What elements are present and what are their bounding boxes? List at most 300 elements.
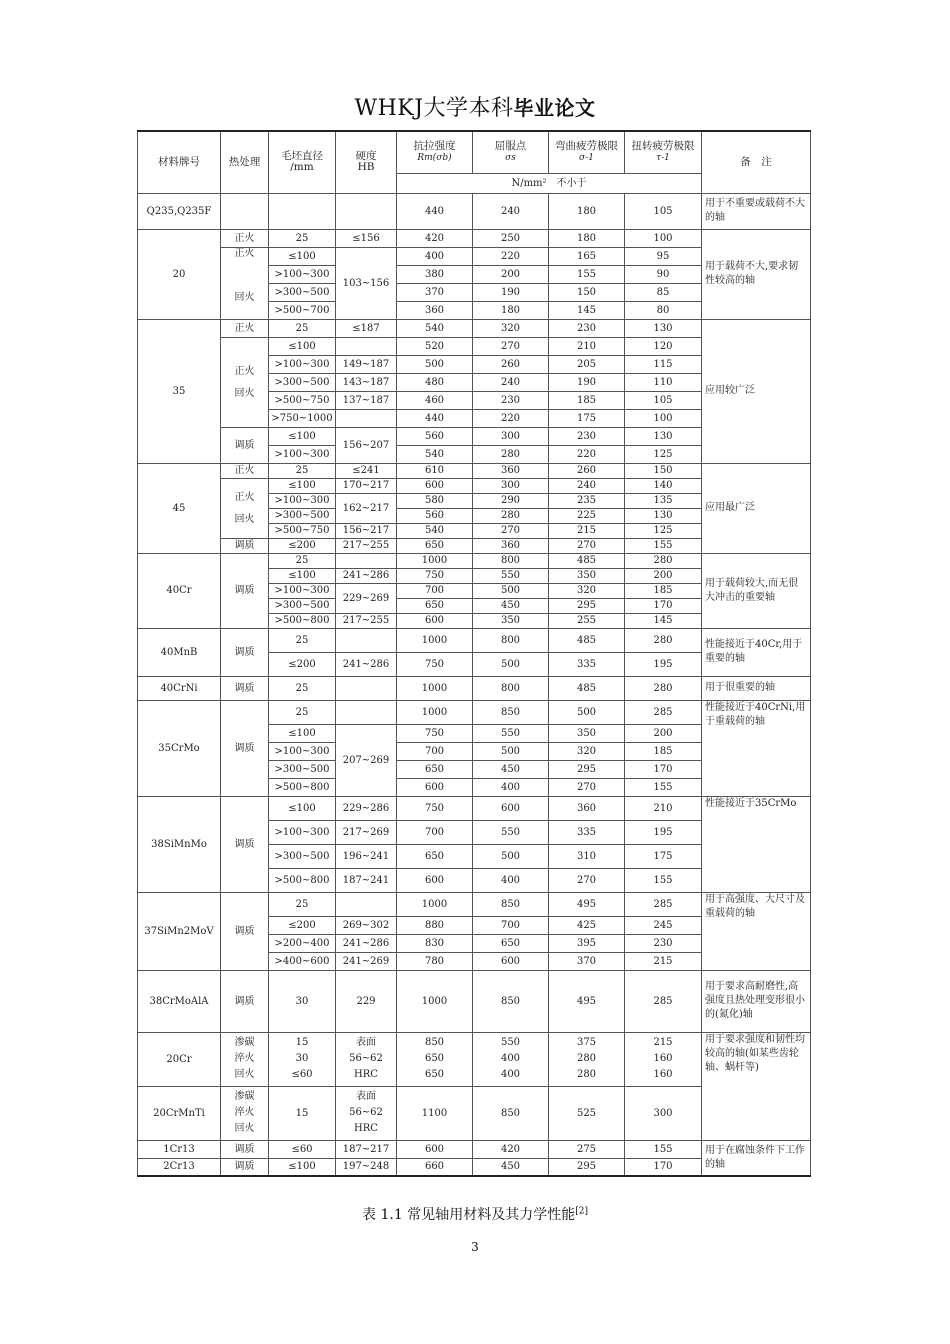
cell-material: 35CrMo [138,700,221,796]
heat-label: 回火 [234,291,255,303]
cell-yield: 220 [473,409,549,427]
cell-bend: 425 [549,916,625,934]
cell-hardness: 156~207 [336,427,397,463]
cell-bend: 335 [549,652,625,676]
tensile-symbol: Rm(σb) [417,152,452,163]
cell-tensile: 500 [397,355,473,373]
col-header-material: 材料牌号 [138,131,221,193]
cell-tensile: 560 [397,508,473,523]
cell-yield: 420 [473,1140,549,1158]
cell-torsion: 130 [625,508,702,523]
cell-bend: 155 [549,265,625,283]
cell-tensile: 1000 [397,892,473,916]
cell-hardness [336,337,397,355]
cell-heat: 正火 [221,319,269,337]
cell-torsion: 155 [625,868,702,892]
cell-yield: 280 [473,508,549,523]
cell-bend: 495 [549,970,625,1032]
hardness-label: 硬度 [355,150,377,163]
cell-bend: 175 [549,409,625,427]
cell-bend: 240 [549,478,625,493]
cell-tensile: 650 [397,598,473,613]
cell-material: 1Cr13 [138,1140,221,1158]
col-header-bending-fatigue [549,131,625,173]
heat-label: 正火 [234,247,255,259]
cell-yield: 800 [473,553,549,568]
cell-yield: 850 [473,700,549,724]
cell-bend: 485 [549,553,625,568]
cell-torsion: 130 [625,427,702,445]
cell-hardness: 187~217 [336,1140,397,1158]
cell-heat [221,247,269,319]
cell-yield: 230 [473,391,549,409]
cell-diameter: ≤100 [269,568,336,583]
cell-remark: 用于不重要或载荷不大的轴 [702,193,811,229]
cell-diameter: 15 [269,1086,336,1140]
cell-diameter: 25 [269,463,336,478]
cell-diameter: ≤200 [269,652,336,676]
cell-bend: 255 [549,613,625,628]
cell-diameter: 25 [269,700,336,724]
cell-torsion: 90 [625,265,702,283]
cell-yield: 500 [473,652,549,676]
cell-diameter: ≤100 [269,724,336,742]
heat-label: 正火 [234,491,255,503]
cell-bend: 370 [549,952,625,970]
cell-hardness: ≤241 [336,463,397,478]
cell-yield: 220 [473,247,549,265]
cell-tensile: 650 [397,760,473,778]
cell-torsion: 145 [625,613,702,628]
cell-diameter: 30 [269,970,336,1032]
cell-torsion: 215 [625,952,702,970]
cell-tensile: 1100 [397,1086,473,1140]
cell-torsion: 200 [625,568,702,583]
cell-hardness: 217~255 [336,613,397,628]
cell-hardness: 217~269 [336,820,397,844]
cell-yield: 600 [473,796,549,820]
cell-remark: 用于在腐蚀条件下工作的轴 [702,1140,811,1176]
cell-torsion: 105 [625,193,702,229]
cell-bend: 320 [549,583,625,598]
cell-diameter: >100~300 [269,265,336,283]
cell-material: 40MnB [138,628,221,676]
cell-diameter: >500~700 [269,301,336,319]
cell-yield: 550 [473,724,549,742]
cell-bend: 295 [549,760,625,778]
cell-hardness: 137~187 [336,391,397,409]
col-header-remark: 备 注 [702,131,811,193]
cell-tensile: 1000 [397,628,473,652]
cell-yield: 250 [473,229,549,247]
cell-diameter: >100~300 [269,742,336,760]
cell-hardness: 207~269 [336,724,397,796]
cell-heat [221,478,269,538]
cell-tensile: 1000 [397,700,473,724]
cell-tensile: 360 [397,301,473,319]
cell-bend: 500 [549,700,625,724]
cell-torsion: 300 [625,1086,702,1140]
cell-heat: 正火 [221,463,269,478]
cell-bend: 395 [549,934,625,952]
cell-diameter: ≤100 [269,247,336,265]
cell-hardness: 241~286 [336,652,397,676]
cell-yield: 240 [473,373,549,391]
col-header-torsion-fatigue [625,131,702,173]
col-header-heat-treatment: 热处理 [221,131,269,193]
caption-text: 表 1.1 常见轴用材料及其力学性能 [362,1207,576,1223]
cell-bend: 335 [549,820,625,844]
cell-torsion: 245 [625,916,702,934]
cell-tensile: 1000 [397,553,473,568]
cell-tensile: 660 [397,1158,473,1176]
cell-bend: 485 [549,676,625,700]
cell-remark: 用于载荷不大,要求韧性较高的轴 [702,229,811,319]
cell-yield: 290 [473,493,549,508]
cell-torsion: 125 [625,523,702,538]
cell-bend: 295 [549,1158,625,1176]
cell-heat: 调质 [221,427,269,463]
cell-hardness: 156~217 [336,523,397,538]
cell-yield: 450 [473,598,549,613]
cell-remark: 应用最广泛 [702,463,811,553]
cell-heat: 调质 [221,700,269,796]
cell-heat: 调质 [221,970,269,1032]
cell-tensile: 420 [397,229,473,247]
cell-bend: 350 [549,568,625,583]
cell-tensile: 750 [397,568,473,583]
cell-tensile: 700 [397,820,473,844]
cell-torsion: 125 [625,445,702,463]
col-header-diameter [269,131,336,193]
cell-bend: 525 [549,1086,625,1140]
cell-tensile: 600 [397,613,473,628]
cell-bend: 275 [549,1140,625,1158]
cell-tensile: 850 650 650 [397,1032,473,1086]
cell-heat [221,337,269,427]
diameter-label: 毛坯直径 [281,150,323,163]
cell-remark: 用于很重要的轴 [702,676,811,700]
cell-hardness: 表面 56~62 HRC [336,1086,397,1140]
cell-torsion: 210 [625,796,702,820]
cell-yield: 400 [473,868,549,892]
cell-diameter: >500~750 [269,523,336,538]
cell-diameter: >500~800 [269,868,336,892]
cell-tensile: 400 [397,247,473,265]
cell-yield: 320 [473,319,549,337]
cell-heat: 调质 [221,628,269,676]
cell-bend: 235 [549,493,625,508]
cell-bend: 180 [549,193,625,229]
cell-tensile: 750 [397,724,473,742]
cell-torsion: 215 160 160 [625,1032,702,1086]
heat-label: 回火 [234,513,255,525]
cell-material: 2Cr13 [138,1158,221,1176]
page-header [0,94,950,123]
caption-reference: [2] [575,1206,588,1217]
cell-diameter: ≤200 [269,916,336,934]
page-number: 3 [471,1240,479,1254]
cell-tensile: 580 [397,493,473,508]
cell-hardness: 197~248 [336,1158,397,1176]
cell-yield: 500 [473,742,549,760]
cell-heat: 调质 [221,892,269,970]
cell-diameter: >500~750 [269,391,336,409]
cell-torsion: 200 [625,724,702,742]
cell-diameter: 25 [269,319,336,337]
cell-yield: 270 [473,523,549,538]
cell-bend: 495 [549,892,625,916]
cell-bend: 230 [549,427,625,445]
cell-tensile: 830 [397,934,473,952]
cell-bend: 210 [549,337,625,355]
cell-yield: 550 [473,568,549,583]
cell-diameter: >100~300 [269,493,336,508]
cell-bend: 270 [549,538,625,553]
cell-diameter: >100~300 [269,355,336,373]
cell-material: 40Cr [138,553,221,628]
col-header-yield [473,131,549,173]
cell-bend: 375 280 280 [549,1032,625,1086]
table-caption [0,1204,950,1224]
yield-label: 屈服点 [494,139,527,152]
cell-tensile: 750 [397,796,473,820]
cell-bend: 295 [549,598,625,613]
cell-yield: 200 [473,265,549,283]
cell-hardness: 143~187 [336,373,397,391]
cell-tensile: 650 [397,844,473,868]
cell-tensile: 540 [397,319,473,337]
cell-bend: 310 [549,844,625,868]
cell-yield: 850 [473,892,549,916]
cell-diameter: >300~500 [269,373,336,391]
cell-yield: 550 [473,820,549,844]
cell-diameter: 25 [269,676,336,700]
cell-diameter [269,193,336,229]
cell-bend: 230 [549,319,625,337]
cell-tensile: 520 [397,337,473,355]
cell-tensile: 780 [397,952,473,970]
cell-heat: 渗碳 淬火 回火 [221,1032,269,1086]
cell-yield: 500 [473,844,549,868]
cell-diameter: >500~800 [269,613,336,628]
cell-yield: 500 [473,583,549,598]
cell-torsion: 285 [625,700,702,724]
cell-torsion: 280 [625,676,702,700]
cell-bend: 220 [549,445,625,463]
cell-hardness [336,553,397,568]
cell-yield: 850 [473,970,549,1032]
cell-remark: 应用较广泛 [702,319,811,463]
unit-row: N/mm² 不小于 [397,173,702,193]
cell-bend: 225 [549,508,625,523]
bend-symbol: σ-1 [579,152,594,163]
cell-tensile: 610 [397,463,473,478]
cell-yield: 400 [473,778,549,796]
cell-hardness: 103~156 [336,247,397,319]
cell-diameter: >100~300 [269,583,336,598]
cell-diameter: 25 [269,628,336,652]
cell-bend: 190 [549,373,625,391]
cell-remark: 性能接近于40Cr,用于重要的轴 [702,628,811,676]
cell-tensile: 600 [397,778,473,796]
cell-remark: 用于高强度、大尺寸及重载荷的轴 [702,892,811,970]
cell-diameter: >100~300 [269,445,336,463]
cell-remark: 性能接近于35CrMo [702,796,811,892]
cell-tensile: 560 [397,427,473,445]
table-body [138,193,811,1176]
cell-diameter: >300~500 [269,283,336,301]
cell-bend: 360 [549,796,625,820]
cell-torsion: 105 [625,391,702,409]
cell-tensile: 540 [397,445,473,463]
cell-tensile: 650 [397,538,473,553]
heat-label: 正火 [234,365,255,377]
cell-heat: 调质 [221,1158,269,1176]
cell-yield: 260 [473,355,549,373]
cell-torsion: 110 [625,373,702,391]
cell-torsion: 280 [625,553,702,568]
cell-diameter: 25 [269,553,336,568]
cell-diameter: >300~500 [269,508,336,523]
cell-tensile: 700 [397,583,473,598]
cell-yield: 700 [473,916,549,934]
cell-yield: 360 [473,463,549,478]
cell-remark: 用于要求高耐磨性,高强度且热处理变形很小的(氮化)轴 [702,970,811,1032]
cell-hardness [336,892,397,916]
cell-tensile: 880 [397,916,473,934]
cell-diameter: ≤200 [269,538,336,553]
cell-diameter: >100~300 [269,820,336,844]
cell-hardness [336,676,397,700]
cell-material: 20CrMnTi [138,1086,221,1140]
cell-torsion: 135 [625,493,702,508]
cell-yield: 280 [473,445,549,463]
cell-torsion: 175 [625,844,702,868]
cell-diameter: ≤100 [269,427,336,445]
cell-diameter: 25 [269,892,336,916]
cell-material: 37SiMn2MoV [138,892,221,970]
cell-yield: 450 [473,760,549,778]
cell-remark: 性能接近于40CrNi,用于重载荷的轴 [702,700,811,796]
cell-yield: 550 400 400 [473,1032,549,1086]
cell-tensile: 600 [397,868,473,892]
cell-bend: 350 [549,724,625,742]
cell-yield: 240 [473,193,549,229]
cell-material: 20 [138,229,221,319]
cell-torsion: 285 [625,970,702,1032]
cell-tensile: 380 [397,265,473,283]
cell-tensile: 370 [397,283,473,301]
cell-remark: 用于要求强度和韧性均较高的轴(如某些齿轮轴、蜗杆等) [702,1032,811,1140]
cell-hardness: 187~241 [336,868,397,892]
cell-yield: 650 [473,934,549,952]
cell-torsion: 155 [625,1140,702,1158]
cell-yield: 850 [473,1086,549,1140]
cell-torsion: 170 [625,598,702,613]
cell-tensile: 440 [397,193,473,229]
cell-torsion: 80 [625,301,702,319]
cell-hardness [336,409,397,427]
header-title-bold: 毕业论文 [513,96,596,120]
cell-heat: 调质 [221,538,269,553]
cell-diameter: ≤100 [269,478,336,493]
cell-torsion: 85 [625,283,702,301]
cell-hardness: 149~187 [336,355,397,373]
cell-hardness [336,628,397,652]
materials-table [137,130,811,1177]
cell-hardness: 229~269 [336,583,397,613]
cell-bend: 270 [549,868,625,892]
cell-hardness: 241~286 [336,568,397,583]
cell-hardness: 196~241 [336,844,397,868]
cell-bend: 205 [549,355,625,373]
cell-heat: 调质 [221,796,269,892]
cell-diameter: >200~400 [269,934,336,952]
cell-torsion: 185 [625,742,702,760]
cell-material: Q235,Q235F [138,193,221,229]
cell-material: 35 [138,319,221,463]
cell-material: 38SiMnMo [138,796,221,892]
cell-bend: 215 [549,523,625,538]
cell-torsion: 100 [625,409,702,427]
cell-bend: 185 [549,391,625,409]
cell-tensile: 600 [397,478,473,493]
cell-torsion: 195 [625,820,702,844]
cell-hardness: 170~217 [336,478,397,493]
cell-heat: 调质 [221,676,269,700]
cell-tensile: 1000 [397,970,473,1032]
cell-tensile: 600 [397,1140,473,1158]
cell-torsion: 95 [625,247,702,265]
torsion-symbol: τ-1 [656,152,670,163]
cell-torsion: 195 [625,652,702,676]
hardness-unit: HB [357,161,375,174]
cell-hardness: 241~269 [336,952,397,970]
diameter-unit: /mm [290,161,314,174]
cell-torsion: 170 [625,760,702,778]
cell-torsion: 130 [625,319,702,337]
cell-heat: 正火 [221,229,269,247]
cell-heat: 调质 [221,1140,269,1158]
cell-diameter: >750~1000 [269,409,336,427]
cell-yield: 180 [473,301,549,319]
cell-torsion: 120 [625,337,702,355]
cell-hardness: ≤156 [336,229,397,247]
col-header-hardness [336,131,397,193]
cell-diameter: ≤100 [269,796,336,820]
cell-torsion: 285 [625,892,702,916]
cell-remark: 用于载荷较大,而无很大冲击的重要轴 [702,553,811,628]
cell-yield: 270 [473,337,549,355]
cell-bend: 320 [549,742,625,760]
cell-bend: 180 [549,229,625,247]
cell-diameter: 15 30 ≤60 [269,1032,336,1086]
cell-diameter: >300~500 [269,598,336,613]
cell-yield: 800 [473,676,549,700]
cell-yield: 300 [473,478,549,493]
cell-torsion: 155 [625,538,702,553]
cell-torsion: 170 [625,1158,702,1176]
cell-torsion: 185 [625,583,702,598]
cell-bend: 165 [549,247,625,265]
cell-tensile: 1000 [397,676,473,700]
cell-yield: 600 [473,952,549,970]
header-title-plain: WHKJ大学本科 [354,96,514,121]
cell-torsion: 140 [625,478,702,493]
cell-bend: 485 [549,628,625,652]
cell-diameter: ≤100 [269,337,336,355]
